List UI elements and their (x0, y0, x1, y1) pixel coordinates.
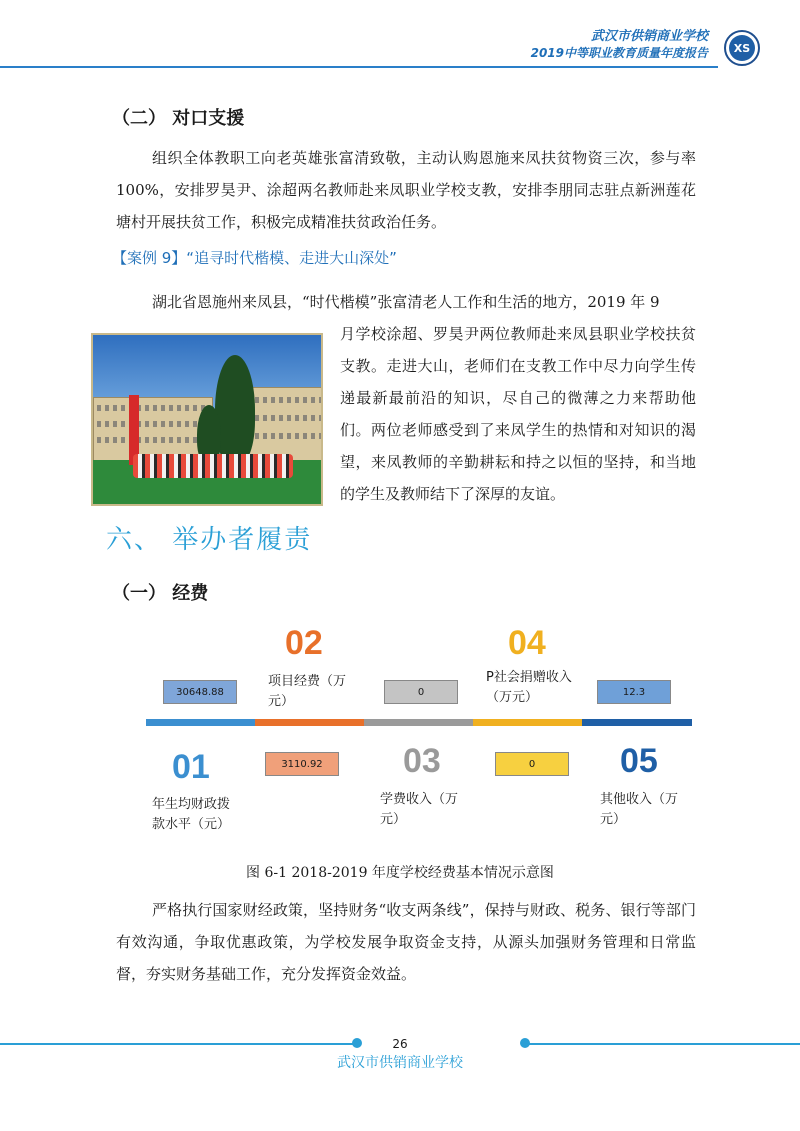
school-logo-mark: XS (729, 35, 755, 61)
bar-segment-01 (146, 719, 255, 726)
item-03-number: 03 (403, 742, 441, 780)
item-02-label: 项目经费（万元） (268, 674, 347, 709)
item-05-label: 其他收入（万元） (600, 792, 679, 827)
closing-paragraph: 严格执行国家财经政策，坚持财务“收支两条线”，保持与财政、税务、银行等部门有效沟通，争取优惠政策，为学校发展争取资金支持，从源头加强财务管理和日常监督，夯实财务基础工作，充分发挥资金效益。 (116, 901, 696, 983)
item-02-number: 02 (285, 624, 323, 662)
bar-segment-05 (582, 719, 692, 726)
item-01-value: 30648.88 (163, 680, 237, 704)
item-05-value: 12.3 (597, 680, 671, 704)
case-first-line: 湖北省恩施州来凤县，“时代楷模”张富清老人工作和生活的地方，2019 年 9 (152, 293, 660, 311)
support-paragraph: 组织全体教职工向老英雄张富清致敬，主动认购恩施来凤扶贫物资三次，参与率 100%，安排罗昊尹、涂超两名教师赴来凤职业学校支教，安排李朋同志驻点新洲莲花塘村开展扶贫工作，积极完成精准扶贫政治任务。 (116, 149, 696, 231)
header-school: 武汉市供销商业学校 (590, 29, 708, 44)
bar-segment-02 (255, 719, 364, 726)
item-03-value: 0 (384, 680, 458, 704)
item-05-number: 05 (620, 742, 658, 780)
school-logo (724, 30, 760, 66)
funding-heading: （一） 经费 (112, 583, 209, 604)
item-04-label: P社会捐赠收入（万元） (486, 670, 572, 705)
item-02-value: 3110.92 (265, 752, 339, 776)
support-heading: （二） 对口支援 (112, 108, 245, 129)
bar-segment-03 (364, 719, 473, 726)
case-title: 【案例 9】“追寻时代楷模、走进大山深处” (112, 249, 397, 267)
header-rule (0, 66, 718, 68)
item-04-number: 04 (508, 624, 546, 662)
case-photo (91, 333, 323, 506)
header-report-title: 2019中等职业教育质量年度报告 (530, 46, 708, 60)
footer-school: 武汉市供销商业学校 (337, 1055, 463, 1071)
case-body: 月学校涂超、罗昊尹两位教师赴来凤县职业学校扶贫支教。走进大山，老师们在支教工作中尽力向学生传递最新最前沿的知识，尽自己的微薄之力来帮助他们。两位老师感受到了来凤学生的热情和对知识的渴望，来凤教师的辛勤耕耘和持之以恒的坚持，和当地的学生及教师结下了深厚的友谊。 (340, 325, 696, 503)
item-03-label: 学费收入（万元） (380, 792, 459, 827)
item-01-number: 01 (172, 748, 210, 786)
figure-caption: 图 6-1 2018-2019 年度学校经费基本情况示意图 (246, 865, 554, 881)
bar-segment-04 (473, 719, 582, 726)
item-04-value: 0 (495, 752, 569, 776)
item-01-label: 年生均财政拨款水平（元） (152, 797, 231, 832)
page-number: 26 (392, 1037, 408, 1051)
section-six-title: 六、 举办者履责 (106, 525, 313, 555)
